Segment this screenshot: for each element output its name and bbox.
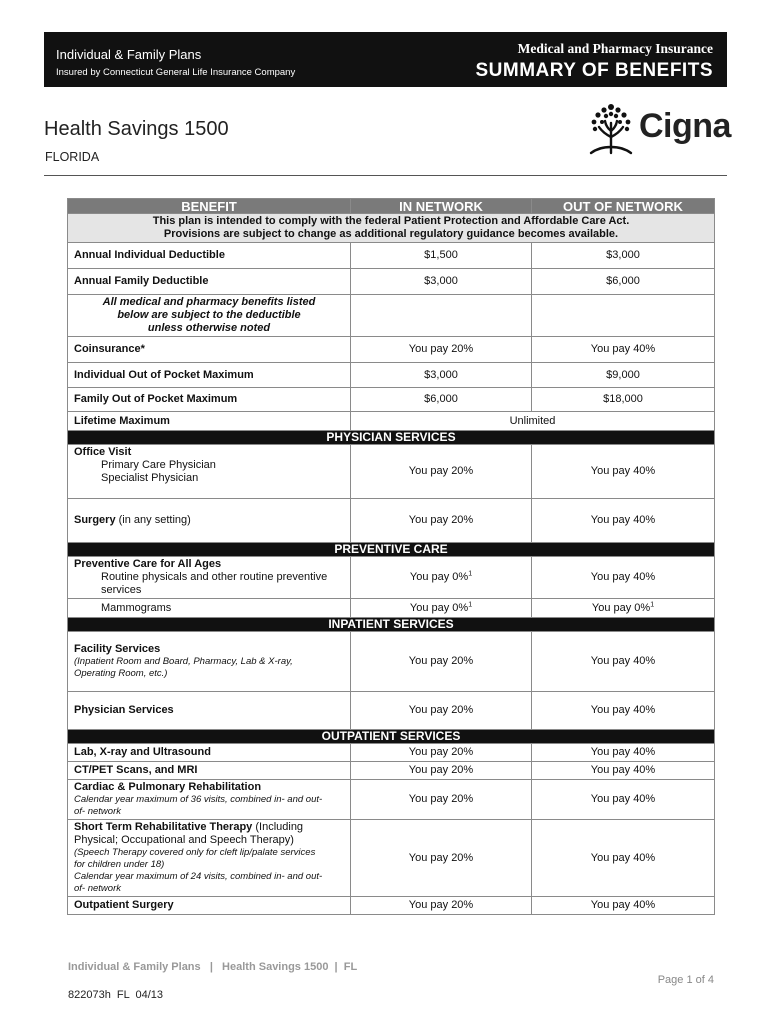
table-row: [68, 744, 715, 762]
family-oop-out: $18,000: [532, 388, 715, 412]
section-physician-services: PHYSICIAN SERVICES: [68, 431, 715, 445]
benefits-table: [67, 198, 715, 915]
lifetime-maximum-value: Unlimited: [351, 412, 715, 431]
ct-pet-mri-in: You pay 20%: [351, 762, 532, 780]
table-row: [68, 762, 715, 780]
lab-xray-in: You pay 20%: [351, 744, 532, 762]
tree-of-life-icon: [585, 101, 637, 157]
surgery-label: Surgery: [74, 514, 116, 526]
short-term-rehab-out: You pay 40%: [532, 820, 715, 897]
routine-physicals-in: You pay 0%$^1$: [351, 557, 532, 599]
deductible-note-line3: unless otherwise noted: [147, 322, 271, 334]
title-divider: [44, 175, 727, 176]
ct-pet-mri-out: You pay 40%: [532, 762, 715, 780]
aca-notice-row: [68, 214, 715, 243]
surgery-qualifier: (in any setting): [118, 514, 191, 526]
mammograms-label: Mammograms: [101, 601, 172, 614]
footnote-marker: 1: [468, 570, 473, 578]
short-term-rehab-label-rest1: (Including: [252, 821, 304, 833]
table-row: [68, 820, 715, 897]
header-in-network: IN NETWORK: [351, 199, 532, 214]
short-term-rehab-label-rest2: Physical; Occupational and Speech Therapy): [74, 834, 294, 846]
routine-physicals-label-line2: services: [101, 584, 142, 596]
plan-state: FLORIDA: [45, 150, 100, 164]
table-row: [68, 599, 715, 618]
banner-document-title: SUMMARY OF BENEFITS: [475, 60, 713, 81]
facility-services-out: You pay 40%: [532, 632, 715, 692]
table-row: [68, 269, 715, 295]
cardiac-rehab-in: You pay 20%: [351, 780, 532, 820]
coinsurance-out: You pay 40%: [532, 337, 715, 363]
banner-product-line: Individual & Family Plans: [56, 47, 202, 62]
family-oop-in: $6,000: [351, 388, 532, 412]
facility-services-note-line1: (Inpatient Room and Board, Pharmacy, Lab & X-ray,: [74, 656, 293, 667]
facility-services-note-line2: Operating Room, etc.): [74, 668, 168, 679]
footnote-marker: 1: [650, 600, 655, 608]
coinsurance-label: Coinsurance*: [74, 343, 145, 355]
physician-services-label: Physician Services: [74, 704, 174, 716]
deductible-note-row: [68, 295, 715, 337]
coinsurance-in: You pay 20%: [351, 337, 532, 363]
individual-oop-out: $9,000: [532, 363, 715, 388]
aca-notice-line1: This plan is intended to comply with the federal Patient Protection and Affordable Care Act.: [152, 215, 630, 227]
table-row: [68, 692, 715, 730]
routine-physicals-out: You pay 40%: [532, 557, 715, 599]
aca-notice-line2: Provisions are subject to change as additional regulatory guidance becomes available.: [163, 228, 619, 240]
office-visit-out: You pay 40%: [532, 445, 715, 499]
section-preventive-care: PREVENTIVE CARE: [68, 543, 715, 557]
header-out-of-network: OUT OF NETWORK: [532, 199, 715, 214]
annual-family-deductible-label: Annual Family Deductible: [74, 275, 209, 287]
physician-services-in: You pay 20%: [351, 692, 532, 730]
deductible-note-line1: All medical and pharmacy benefits listed: [102, 296, 316, 308]
table-header-row: [68, 199, 715, 214]
facility-services-in: You pay 20%: [351, 632, 532, 692]
banner-insurance-type: Medical and Pharmacy Insurance: [517, 41, 713, 56]
annual-individual-deductible-out: $3,000: [532, 243, 715, 269]
annual-individual-deductible-in: $1,500: [351, 243, 532, 269]
cigna-wordmark: Cigna: [639, 107, 731, 145]
surgery-in: You pay 20%: [351, 499, 532, 543]
header-banner: [44, 32, 727, 87]
short-term-rehab-label: Short Term Rehabilitative Therapy: [74, 821, 253, 833]
short-term-rehab-in: You pay 20%: [351, 820, 532, 897]
lab-xray-out: You pay 40%: [532, 744, 715, 762]
office-visit-in: You pay 20%: [351, 445, 532, 499]
cardiac-rehab-out: You pay 40%: [532, 780, 715, 820]
individual-oop-label: Individual Out of Pocket Maximum: [74, 368, 254, 381]
outpatient-surgery-label: Outpatient Surgery: [74, 899, 174, 911]
section-header: [68, 431, 715, 445]
annual-individual-deductible-label: Annual Individual Deductible: [74, 249, 225, 261]
footnote-marker: 1: [468, 600, 473, 608]
lifetime-maximum-label: Lifetime Maximum: [74, 414, 170, 427]
cardiac-rehab-label: Cardiac & Pulmonary Rehabilitation: [74, 781, 262, 793]
family-oop-label: Family Out of Pocket Maximum: [74, 393, 238, 405]
section-outpatient-services: OUTPATIENT SERVICES: [68, 730, 715, 744]
mammograms-out: You pay 0%$^1$: [532, 599, 715, 618]
primary-care-label: Primary Care Physician: [101, 459, 216, 471]
section-header: [68, 730, 715, 744]
facility-services-label: Facility Services: [74, 643, 161, 655]
physician-services-out: You pay 40%: [532, 692, 715, 730]
short-term-rehab-note2: for children under 18): [74, 859, 165, 870]
table-row: [68, 388, 715, 412]
preventive-care-label: Preventive Care for All Ages: [74, 558, 222, 570]
footer-page-number: Page 1 of 4: [657, 974, 714, 986]
table-row: [68, 412, 715, 431]
short-term-rehab-note1: (Speech Therapy covered only for cleft lip/palate services: [74, 847, 316, 858]
table-row: [68, 363, 715, 388]
cigna-logo: [585, 101, 737, 157]
table-row: [68, 897, 715, 915]
table-row: [68, 780, 715, 820]
outpatient-surgery-in: You pay 20%: [351, 897, 532, 915]
lab-xray-label: Lab, X-ray and Ultrasound: [74, 746, 211, 758]
footer-form-code: 822073h FL 04/13: [68, 989, 164, 1001]
cardiac-rehab-note-line1: Calendar year maximum of 36 visits, combined in- and out-: [74, 794, 323, 805]
banner-insurer: Insured by Connecticut General Life Insurance Company: [56, 67, 296, 78]
short-term-rehab-note3: Calendar year maximum of 24 visits, combined in- and out-: [74, 871, 323, 882]
header-benefit: BENEFIT: [68, 199, 351, 214]
cardiac-rehab-note-line2: of- network: [74, 806, 121, 817]
short-term-rehab-note4: of- network: [74, 883, 121, 894]
mammograms-in: You pay 0%$^1$: [351, 599, 532, 618]
table-row: [68, 557, 715, 599]
annual-family-deductible-in: $3,000: [351, 269, 532, 295]
footer-plan-info: Individual & Family Plans | Health Savings 1500 | FL: [68, 961, 358, 973]
table-row: [68, 337, 715, 363]
surgery-out: You pay 40%: [532, 499, 715, 543]
plan-title: Health Savings 1500: [44, 118, 229, 140]
table-row: [68, 632, 715, 692]
routine-physicals-label-line1: Routine physicals and other routine preventive: [101, 571, 328, 583]
table-row: [68, 243, 715, 269]
table-row: [68, 445, 715, 499]
individual-oop-in: $3,000: [351, 363, 532, 388]
specialist-label: Specialist Physician: [101, 472, 199, 484]
annual-family-deductible-out: $6,000: [532, 269, 715, 295]
section-header: [68, 618, 715, 632]
deductible-note-line2: below are subject to the deductible: [117, 309, 301, 321]
ct-pet-mri-label: CT/PET Scans, and MRI: [74, 764, 198, 776]
outpatient-surgery-out: You pay 40%: [532, 897, 715, 915]
section-header: [68, 543, 715, 557]
section-inpatient-services: INPATIENT SERVICES: [68, 618, 715, 632]
table-row: [68, 499, 715, 543]
office-visit-label: Office Visit: [74, 446, 132, 458]
